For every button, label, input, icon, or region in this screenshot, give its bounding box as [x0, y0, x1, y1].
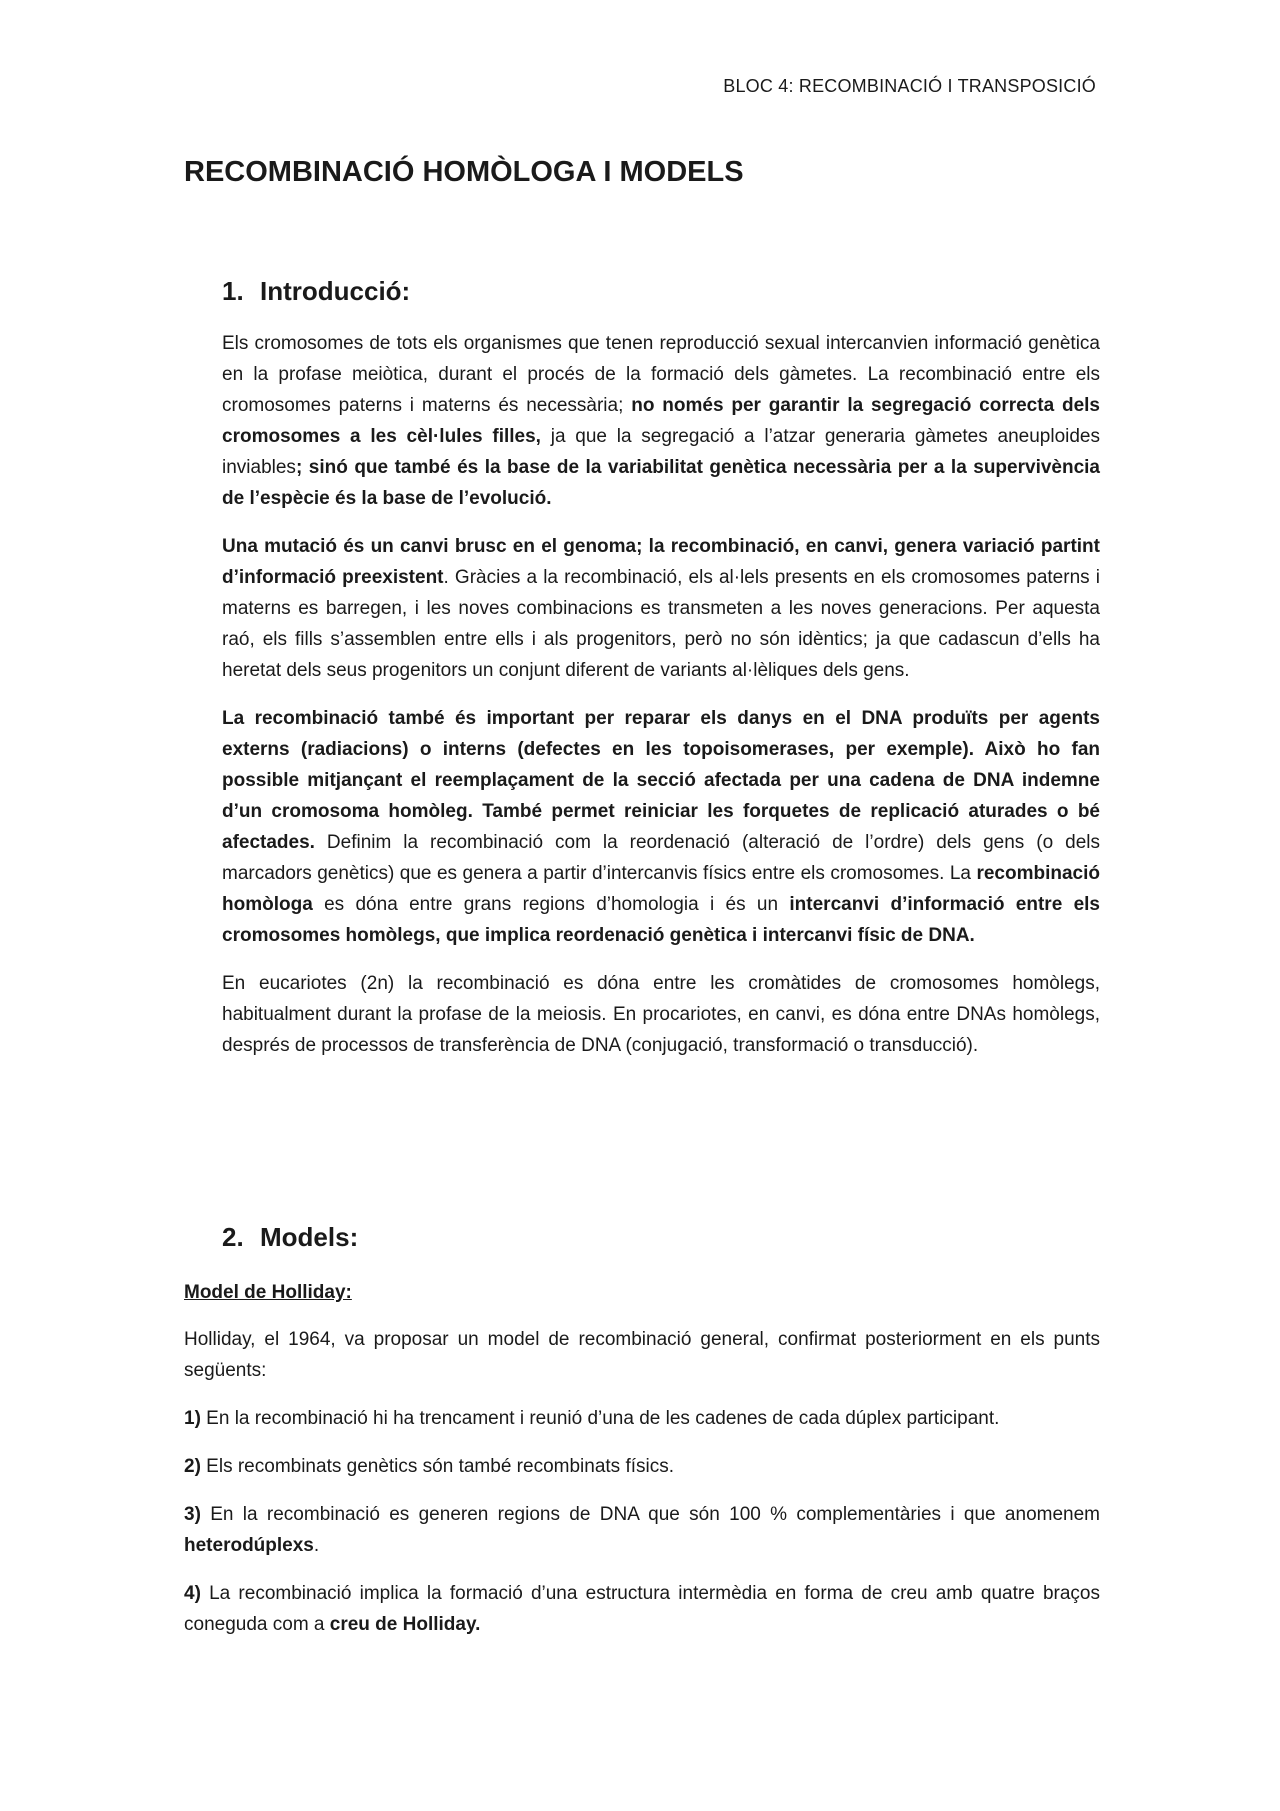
bold-run: Una mutació és un canvi brusc en el genoma; la recombinació, en canvi, genera variació partint d’informació preexistent — [222, 536, 1100, 588]
bold-run: ; sinó que també és la base de la variabilitat genètica necessària per a la supervivència de l’espècie és la base de l’evolució. — [222, 457, 1100, 509]
text-run: Els recombinats genètics són també recombinats físics. — [200, 1456, 674, 1477]
section-label: Introducció: — [260, 276, 411, 306]
list-number: 4) — [184, 1583, 201, 1604]
section-heading-introduction — [222, 276, 410, 307]
bold-run: recombinació homòloga — [222, 863, 1100, 915]
page-title: RECOMBINACIÓ HOMÒLOGA I MODELS — [184, 156, 744, 188]
text-run: es dóna entre grans regions d’homologia i és un — [312, 894, 790, 915]
list-number: 3) — [184, 1504, 201, 1525]
running-header: BLOC 4: RECOMBINACIÓ I TRANSPOSICIÓ — [723, 76, 1096, 96]
text-run: Els cromosomes de tots els organismes que tenen reproducció sexual intercanvien informació genètica en la profase meiòtica, durant el procés de la formació dels gàmetes. La recombinació entre els cromosomes paterns i materns és necessària; — [222, 333, 1100, 416]
section-number: 1. — [222, 276, 244, 306]
holliday-subheading: Model de Holliday: — [184, 1282, 352, 1303]
list-item — [184, 1403, 1100, 1434]
paragraph: En eucariotes (2n) la recombinació es dóna entre les cromàtides de cromosomes homòlegs, habitualment durant la profase de la meiosis. En procariotes, en canvi, es dóna entre DNAs homòlegs, després de processos de transferència de DNA (conjugació, transformació o transducció). — [222, 973, 1100, 1056]
introduction-body — [222, 328, 1100, 1078]
list-item — [184, 1578, 1100, 1640]
paragraph: Holliday, el 1964, va proposar un model de recombinació general, confirmat posteriorment en els punts següents: — [184, 1329, 1100, 1381]
list-item — [184, 1499, 1100, 1561]
paragraph — [222, 328, 1100, 514]
bold-run: no només per garantir la segregació correcta dels cromosomes a les cèl·lules filles, — [222, 395, 1100, 447]
text-run: En la recombinació es generen regions de DNA que són 100 % complementàries i que anomenem — [200, 1504, 1100, 1525]
text-run: . Gràcies a la recombinació, els al·lels presents en els cromosomes paterns i materns es barregen, i les noves combinacions es transmeten a les noves generacions. Per aquesta raó, els fills s’assemblen entre ells i als progenitors, però no són idèntics; ja que cadascun d’ells ha heretat dels seus progenitors un conjunt diferent de variants al·lèliques dels gens. — [222, 567, 1100, 681]
bold-run: creu de Holliday. — [329, 1614, 481, 1635]
text-run: La recombinació implica la formació d’una estructura intermèdia en forma de creu amb quatre braços coneguda com a — [184, 1583, 1100, 1635]
list-number: 1) — [184, 1408, 201, 1429]
bold-run: intercanvi d’informació entre els cromosomes homòlegs, que implica reordenació genètica i intercanvi físic de DNA. — [222, 894, 1101, 946]
text-run: Definim la recombinació com la reordenació (alteració de l’ordre) dels gens (o dels marcadors genètics) que es genera a partir d’intercanvis físics entre els cromosomes. La — [222, 832, 1100, 884]
paragraph — [222, 703, 1100, 951]
section-number: 2. — [222, 1222, 244, 1252]
list-number: 2) — [184, 1456, 201, 1477]
bold-run: heterodúplexs — [184, 1535, 314, 1556]
paragraph — [222, 531, 1100, 686]
text-run: En la recombinació hi ha trencament i reunió d’una de les cadenes de cada dúplex participant. — [200, 1408, 1000, 1429]
section-heading-models — [222, 1222, 358, 1253]
text-run: ja que la segregació a l’atzar generaria gàmetes aneuploides inviables — [222, 426, 1100, 478]
text-run: . — [313, 1535, 320, 1556]
models-body — [184, 1324, 1100, 1657]
section-label: Models: — [260, 1222, 359, 1252]
bold-run: La recombinació també és important per reparar els danys en el DNA produïts per agents externs (radiacions) o interns (defectes en les topoisomerases, per exemple). Això ho fan possible mitjançant el reemplaçament de la secció afectada per una cadena de DNA indemne d’un cromosoma homòleg. També permet reiniciar les forquetes de replicació aturades o bé afectades. — [222, 708, 1100, 853]
list-item — [184, 1451, 1100, 1482]
